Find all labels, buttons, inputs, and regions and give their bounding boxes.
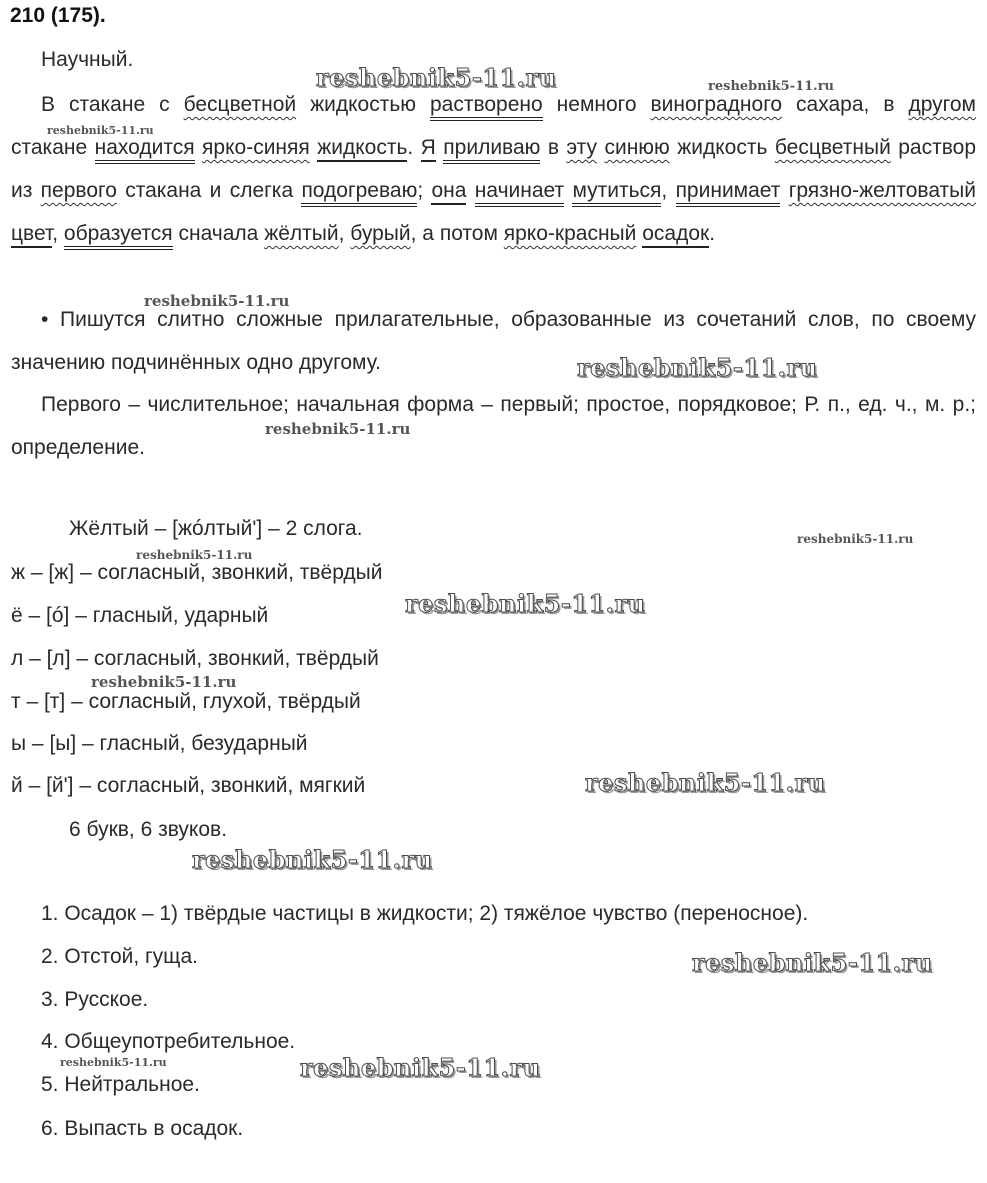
watermark: reshebnik5-11.ru [144, 292, 290, 310]
watermark: reshebnik5-11.ru [577, 353, 818, 382]
word-yarko-krasnyy: ярко-красный [503, 222, 637, 245]
word-etu: эту [566, 136, 598, 159]
watermark: reshebnik5-11.ru [692, 948, 933, 977]
phonetic-line: й – [й'] – согласный, звонкий, мягкий [11, 774, 366, 797]
watermark: reshebnik5-11.ru [265, 420, 411, 438]
watermark: reshebnik5-11.ru [192, 845, 433, 874]
watermark: reshebnik5-11.ru [47, 124, 154, 137]
phonetic-title: Жёлтый – [жóлтый'] – 2 слога. [69, 517, 363, 540]
watermark: reshebnik5-11.ru [708, 79, 835, 94]
word-analysis-item: 5. Нейтральное. [41, 1073, 200, 1096]
phonetic-line: л – [л] – согласный, звонкий, твёрдый [11, 647, 379, 670]
word-analysis-item: 6. Выпасть в осадок. [41, 1117, 244, 1140]
phonetic-line: ж – [ж] – согласный, звонкий, твёрдый [11, 561, 383, 584]
watermark: reshebnik5-11.ru [60, 1056, 167, 1069]
word-bescvetnoy: бесцветной [183, 93, 297, 116]
word-prilivayu: приливаю [443, 136, 540, 164]
word-analysis-item: 3. Русское. [41, 988, 149, 1011]
word-nachinaet: начинает [475, 179, 564, 207]
word-rastvoreno: растворено [430, 93, 543, 121]
morph-analysis: Первого – числительное; начальная форма – первый; простое, порядковое; Р. п., ед. ч., м. р.; определение. [11, 393, 976, 459]
word-cvet: цвет [11, 222, 52, 248]
word-analysis-item: 1. Осадок – 1) твёрдые частицы в жидкости; 2) тяжёлое чувство (переносное). [41, 902, 809, 925]
watermark: reshebnik5-11.ru [136, 548, 253, 562]
word-drugom: другом [908, 93, 976, 116]
word-osadok: осадок [642, 222, 709, 248]
phonetic-summary: 6 букв, 6 звуков. [69, 818, 228, 841]
word-zhyoltyy: жёлтый [264, 222, 339, 245]
watermark: reshebnik5-11.ru [797, 532, 914, 546]
exercise-number: 210 (175). [10, 4, 106, 27]
word-vinogradnogo: виноградного [650, 93, 783, 116]
word-podogrevayu: подогреваю [301, 179, 417, 207]
word-buryy: бурый [350, 222, 411, 245]
word-prinimaet: принимает [676, 179, 781, 207]
text-style: Научный. [41, 48, 134, 71]
word-bescvetnyy: бесцветный [774, 136, 891, 159]
word-sinyuyu: синюю [604, 136, 670, 159]
watermark: reshebnik5-11.ru [585, 768, 826, 797]
word-ya: Я [421, 136, 436, 162]
word-mutitsya: мутиться [572, 179, 661, 207]
word-obrazuetsya: образуется [64, 222, 173, 250]
word-zhidkost: жидкость [317, 136, 407, 162]
rule-text: • Пишутся слитно сложные прилагательные, образованные из сочетаний слов, по своему значению подчинённых одно другому. [11, 308, 976, 374]
watermark: reshebnik5-11.ru [316, 63, 557, 92]
phonetic-line: ё – [ó] – гласный, ударный [11, 604, 269, 627]
word-yarko-sinyaya: ярко-синяя [202, 136, 310, 159]
phonetic-line: т – [т] – согласный, глухой, твёрдый [11, 690, 361, 713]
main-text: В стакане с бесцветной жидкостью растворено немного виноградного сахара, в другом стакане находится ярко-синяя жидкость. Я приливаю в эту синюю жидкость бесцветный раствор из первого стакана и слегка подогреваю; она начинает мутиться, принимает грязно-желтоватый цвет, образуется сначала жёлтый, бурый, а потом ярко-красный осадок. [11, 83, 976, 255]
phonetic-line: ы – [ы] – гласный, безударный [11, 732, 308, 755]
watermark: reshebnik5-11.ru [91, 673, 237, 691]
word-ona: она [431, 179, 466, 205]
word-nahoditsya: находится [95, 136, 195, 164]
word-analysis-item: 2. Отстой, гуща. [41, 945, 198, 968]
watermark: reshebnik5-11.ru [300, 1053, 541, 1082]
word-pervogo: первого [40, 179, 117, 202]
watermark: reshebnik5-11.ru [405, 589, 646, 618]
word-gryazno: грязно-желтоватый [788, 179, 977, 202]
word-analysis-item: 4. Общеупотребительное. [41, 1030, 296, 1053]
